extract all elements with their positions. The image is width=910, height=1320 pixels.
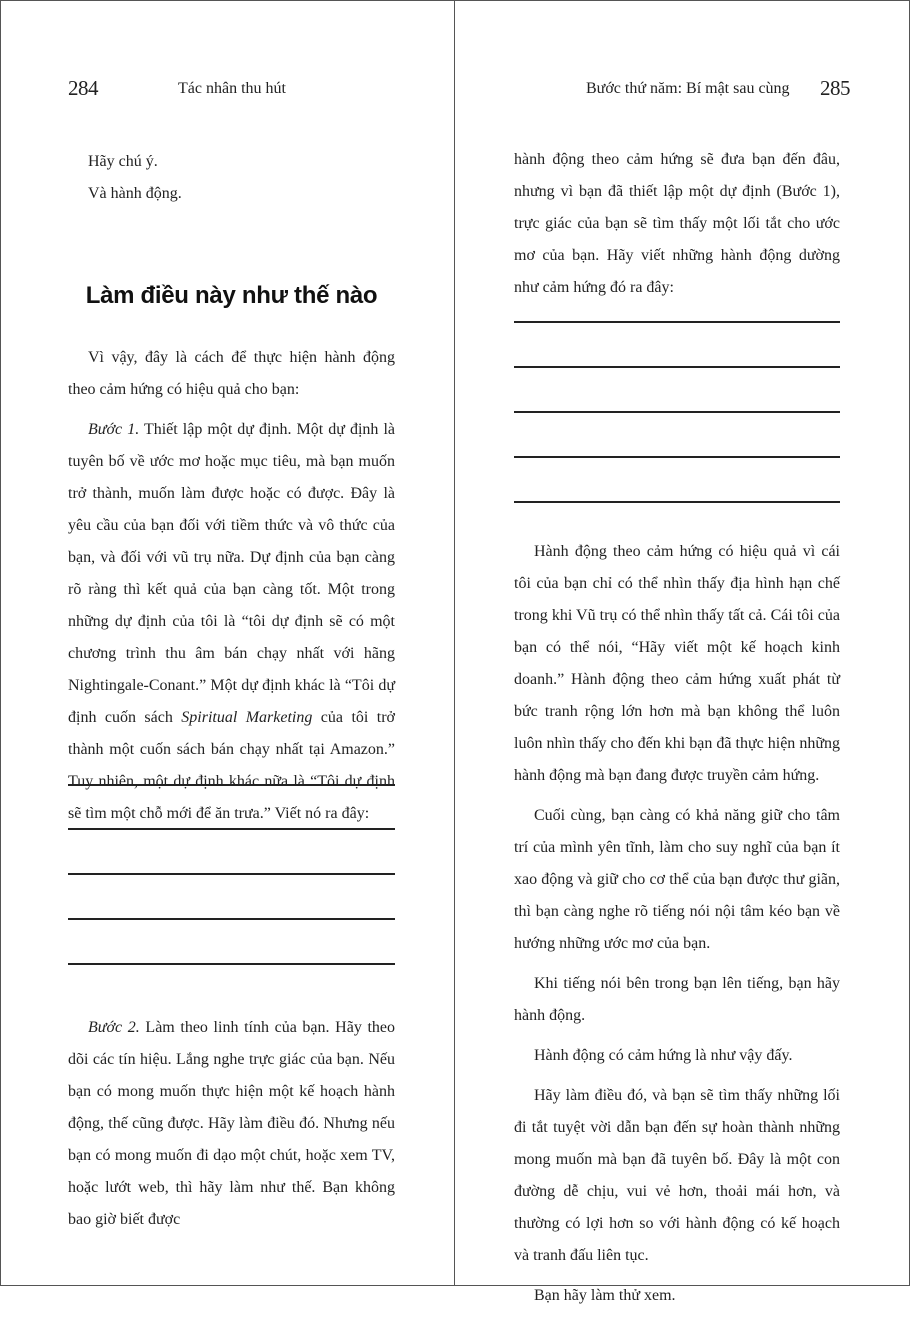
left-page	[68, 0, 395, 1286]
left-page-header	[68, 76, 395, 104]
write-line[interactable]	[514, 411, 840, 413]
paragraph: Vì vậy, đây là cách để thực hiện hành động theo cảm hứng có hiệu quả cho bạn:	[68, 349, 395, 398]
paragraph: Khi tiếng nói bên trong bạn lên tiếng, bạn hãy hành động.	[514, 975, 840, 1024]
write-line[interactable]	[514, 366, 840, 368]
page-number: 285	[820, 76, 850, 100]
paragraph: Hành động theo cảm hứng có hiệu quả vì cái tôi của bạn chỉ có thể nhìn thấy địa hình hạn chế trong khi Vũ trụ có thể nhìn thấy tất cả. Cái tôi của bạn có thể nói, “Hãy viết một kế hoạch kinh doanh.” Hành động theo cảm hứng xuất phát từ bức tranh rộng lớn hơn mà bạn không thể luôn luôn nhìn thấy cho đến khi bạn đã thực hiện những hành động mà bạn đang được truyền cảm hứng.	[514, 543, 840, 784]
step-label: Bước 2.	[88, 1019, 140, 1036]
write-line[interactable]	[68, 918, 395, 920]
left-body-text-2	[68, 1012, 395, 1244]
intro-line: Hãy chú ý.	[88, 153, 158, 170]
right-page	[514, 0, 850, 1304]
step-2-paragraph: Bước 2. Làm theo linh tính của bạn. Hãy theo dõi các tín hiệu. Lắng nghe trực giác của bạn. Nếu bạn có mong muốn thực hiện một kế hoạch hành động, thế cũng được. Hãy làm điều đó. Nhưng nếu bạn có mong muốn đi dạo một chút, hoặc xem TV, hoặc lướt web, thì hãy làm như thế. Bạn không bao giờ biết được	[68, 1019, 396, 1228]
right-page-header	[514, 76, 850, 104]
write-line[interactable]	[68, 963, 395, 965]
write-line[interactable]	[68, 873, 395, 875]
page-gutter	[454, 0, 455, 1286]
write-line[interactable]	[68, 784, 395, 786]
running-title: Bước thứ năm: Bí mật sau cùng	[586, 80, 790, 97]
running-title: Tác nhân thu hút	[178, 80, 286, 97]
write-line[interactable]	[514, 501, 840, 503]
paragraph: Cuối cùng, bạn càng có khả năng giữ cho tâm trí của mình yên tĩnh, làm cho suy nghĩ của bạn ít xao động và giữ cho cơ thể của bạn được thư giãn, thì bạn càng nghe rõ tiếng nói nội tâm kéo bạn về hướng những ước mơ của bạn.	[514, 807, 840, 952]
intro-line: Và hành động.	[88, 185, 182, 202]
paragraph: Bạn hãy làm thử xem.	[534, 1287, 676, 1304]
section-heading: Làm điều này như thế nào	[85, 282, 378, 309]
paragraph: Hành động có cảm hứng là như vậy đấy.	[534, 1047, 793, 1064]
book-title: Spiritual Marketing	[181, 709, 313, 726]
step-label: Bước 1.	[88, 421, 140, 438]
intro-lines	[68, 146, 395, 218]
paragraph: Hãy làm điều đó, và bạn sẽ tìm thấy những lối đi tắt tuyệt vời dẫn bạn đến sự hoàn thành những mong muốn mà bạn đã tuyên bố. Đây là một con đường dễ chịu, vui vẻ hơn, thoải mái hơn, và thường có lợi hơn so với hành động có kế hoạch và tranh đấu liên tục.	[514, 1087, 840, 1264]
right-body-text	[514, 144, 840, 312]
write-line[interactable]	[68, 828, 395, 830]
write-line[interactable]	[514, 321, 840, 323]
write-line[interactable]	[514, 456, 840, 458]
page-number: 284	[68, 76, 98, 100]
left-body-text	[68, 342, 395, 838]
right-body-text-2	[514, 536, 840, 1320]
paragraph: hành động theo cảm hứng sẽ đưa bạn đến đâu, nhưng vì bạn đã thiết lập một dự định (Bước 1), trực giác của bạn sẽ tìm thấy một lối tắt cho ước mơ của bạn. Hãy viết những hành động dường như cảm hứng đó ra đây:	[514, 151, 840, 296]
step-1-paragraph: Bước 1. Thiết lập một dự định. Một dự định là tuyên bố về ước mơ hoặc mục tiêu, mà bạn muốn trở thành, muốn làm được hoặc có được. Đây là yêu cầu của bạn đối với tiềm thức và vô thức của bạn, và đối với vũ trụ nữa. Dự định của bạn càng rõ ràng thì kết quả của bạn càng tốt. Một trong những dự định của tôi là “tôi dự định sẽ có một chương trình thu âm bán chạy nhất với hãng Nightingale-Conant.” Một dự định khác là “Tôi dự định cuốn sách Spiritual Marketing của tôi trở thành một cuốn sách bán chạy nhất tại Amazon.” Tuy nhiên, một dự định khác nữa là “Tôi dự định sẽ tìm một chỗ mới để ăn trưa.” Viết nó ra đây:	[68, 421, 396, 822]
